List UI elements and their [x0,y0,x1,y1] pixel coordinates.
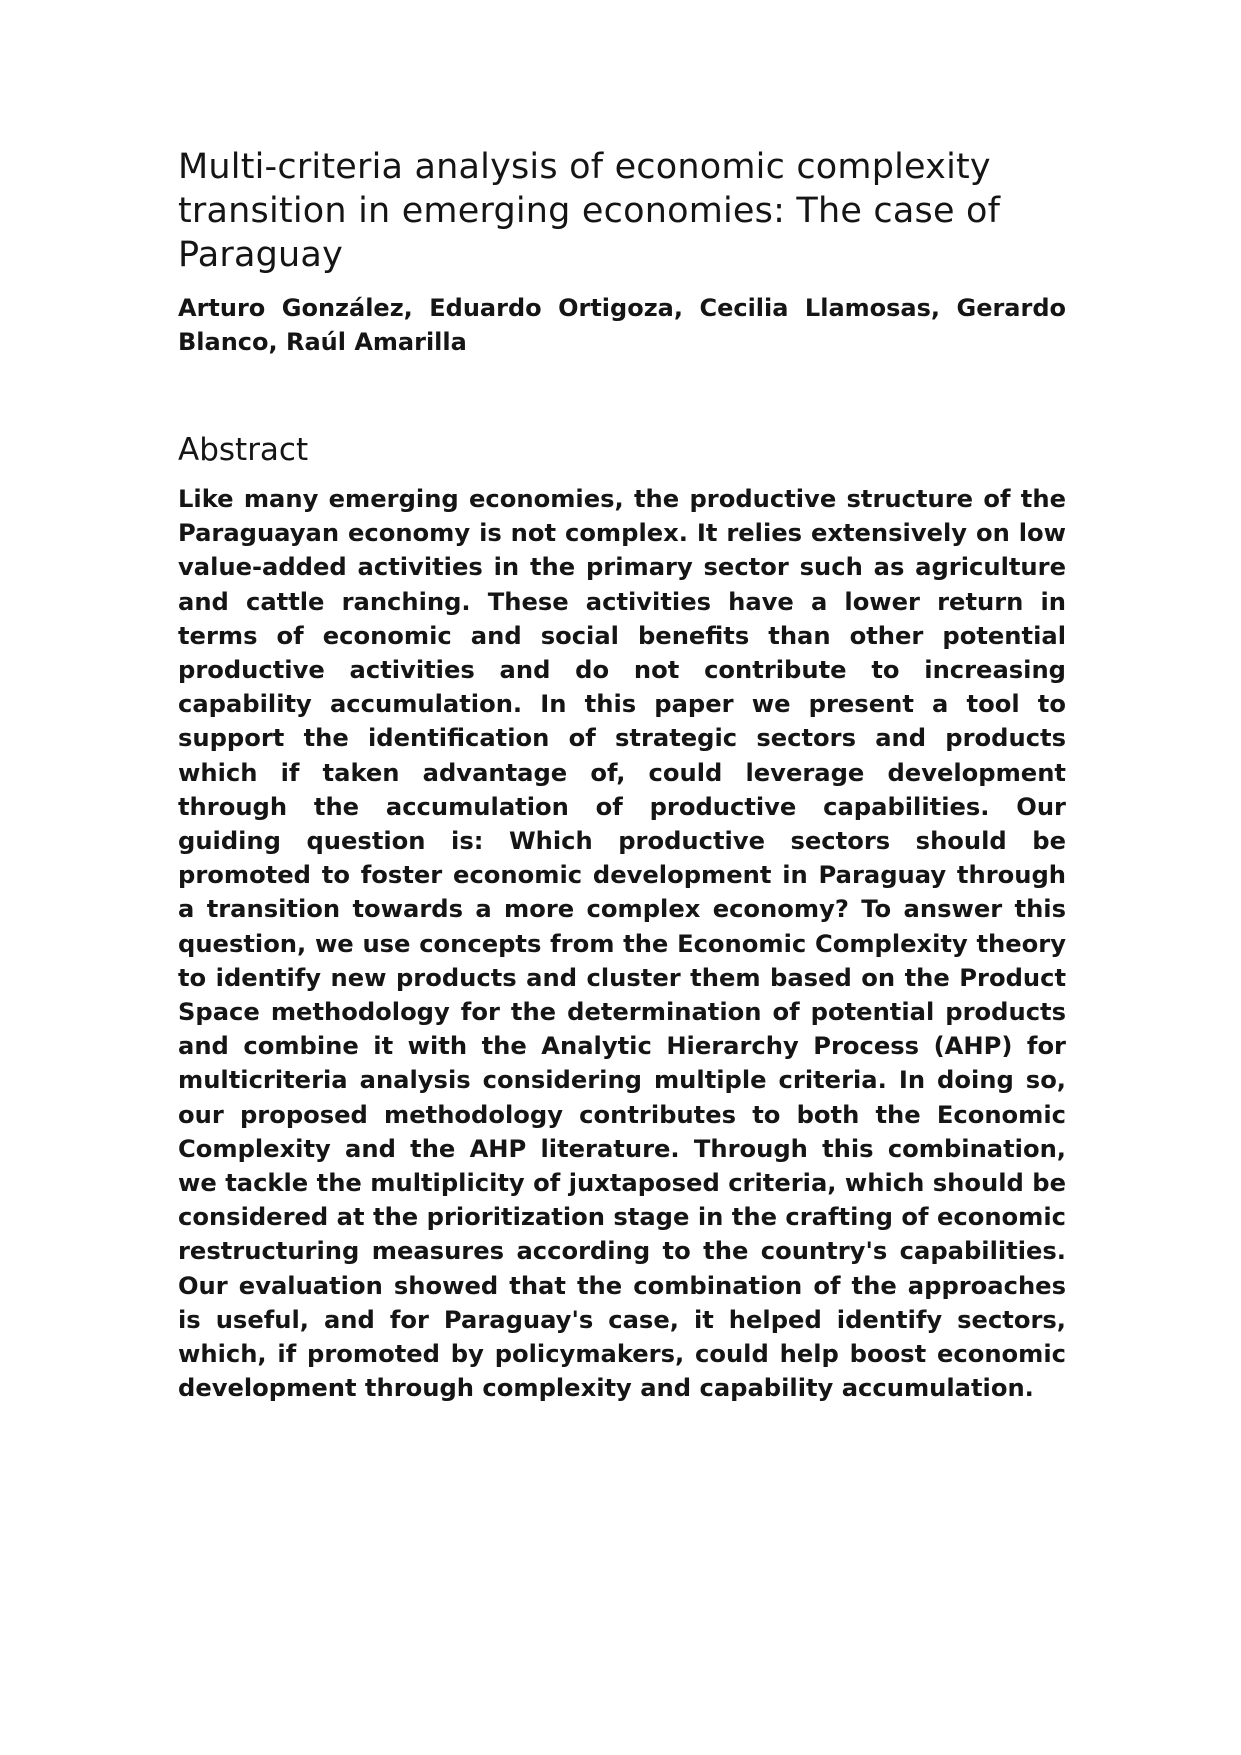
abstract-heading: Abstract [178,432,309,468]
paper-page [178,145,1066,1405]
abstract-text: Like many emerging economies, the productive structure of the Paraguayan economy is not complex. It relies extensively on low value-added activities in the primary sector such as agriculture and cattle ranching. These activities have a lower return in terms of economic and social benefits than other potential productive activities and do not contribute to increasing capability accumulation. In this paper we present a tool to support the identification of strategic sectors and products which if taken advantage of, could leverage development through the accumulation of productive capabilities. Our guiding question is: Which productive sectors should be promoted to foster economic development in Paraguay through a transition towards a more complex economy? To answer this question, we use concepts from the Economic Complexity theory to identify new products and cluster them based on the Product Space methodology for the determination of potential products and combine it with the Analytic Hierarchy Process (AHP) for multicriteria analysis considering multiple criteria. In doing so, our proposed methodology contributes to both the Economic Complexity and the AHP literature. Through this combination, we tackle the multiplicity of juxtaposed criteria, which should be considered at the prioritization stage in the crafting of economic restructuring measures according to the country's capabilities. Our evaluation showed that the combination of the approaches is useful, and for Paraguay's case, it helped identify sectors, which, if promoted by policymakers, could help boost economic development through complexity and capability accumulation. [178,485,1066,1403]
author-list: Arturo González, Eduardo Ortigoza, Cecilia Llamosas, Gerardo Blanco, Raúl Amarilla [178,294,1066,356]
paper-title: Multi-criteria analysis of economic complexity transition in emerging economies: The case of Paraguay [178,147,1001,275]
